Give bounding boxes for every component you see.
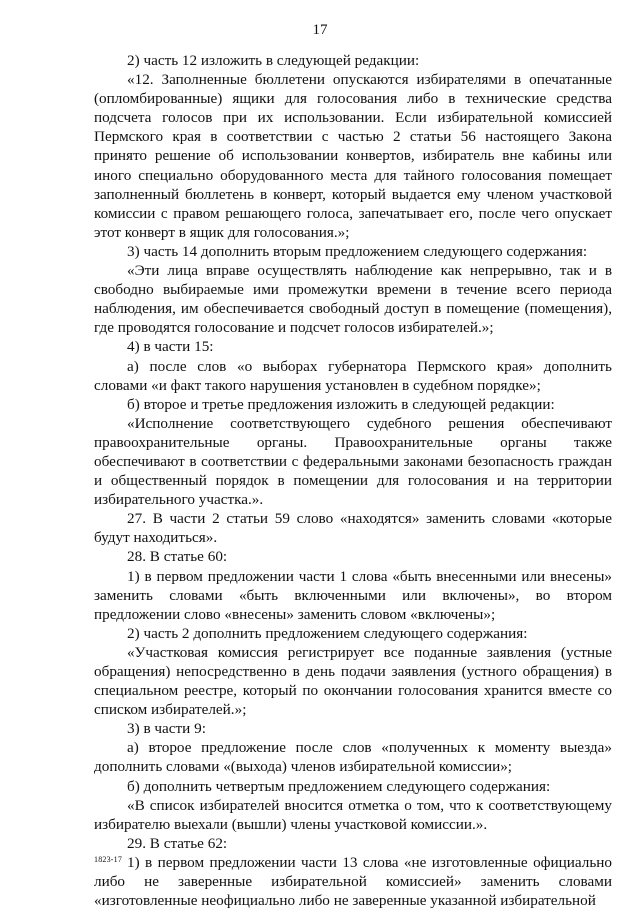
paragraph: 2) часть 2 дополнить предложением следующего содержания: (127, 624, 528, 642)
paragraph: 3) часть 14 дополнить вторым предложением следующего содержания: (127, 242, 588, 260)
paragraph: «Участковая комиссия регистрирует все поданные заявления (устные обращения) непосредственно в день подачи заявления (устного обращения) в специальном реестре, который по окончании голосования хранится вместе со списком избирателей.»; (94, 643, 612, 719)
paragraph: «12. Заполненные бюллетени опускаются избирателями в опечатанные (опломбированные) ящики для голосования либо в технические средства подсчета голосов при их использовании. Если избирательной комиссией Пермского края в соответствии с частью 2 статьи 56 настоящего Закона принято решение об использовании конвертов, избиратель вне кабины или иного специально оборудованного места для тайного голосования помещает заполненный бюллетень в конверт, который выдается ему членом участковой комиссии с правом решающего голоса, запечатывает его, после чего опускает этот конверт в ящик для голосования.»; (94, 71, 612, 241)
paragraph: 1) в первом предложении части 13 слова «не изготовленные официально либо не заверенные избирательной комиссией» заменить словами «изготовленные неофициально либо не заверенные указанной избирательной (94, 853, 612, 910)
document-code: 1823-17 (94, 855, 123, 864)
paragraph: б) дополнить четвертым предложением следующего содержания: (127, 777, 551, 795)
paragraph: б) второе и третье предложения изложить в следующей редакции: (127, 395, 555, 413)
paragraph: 1) в первом предложении части 1 слова «быть внесенными или внесены» заменить словами «быть включенными или включены», во втором предложении слово «внесены» заменить словом «включены»; (94, 567, 612, 623)
paragraph: «Исполнение соответствующего судебного решения обеспечивают правоохранительные органы. Правоохранительные органы также обеспечивают в соответствии с федеральными законами безопасность граждан и общественный порядок в помещении для голосования и на территории избирательного участка.». (94, 414, 612, 509)
paragraph: 28. В статье 60: (127, 548, 228, 566)
paragraph: 4) в части 15: (127, 338, 214, 356)
document-body (94, 51, 612, 910)
paragraph: 29. В статье 62: (127, 834, 228, 852)
paragraph: «Эти лица вправе осуществлять наблюдение как непрерывно, так и в свободно выбираемые ими промежутки времени в течение всего периода наблюдения, им обеспечивается свободный доступ в помещение (помещения), где проводятся голосование и подсчет голосов избирателей.»; (94, 262, 612, 337)
paragraph: а) второе предложение после слов «полученных к моменту выезда» дополнить словами «(выхода) членов избирательной комиссии»; (94, 739, 612, 776)
paragraph: а) после слов «о выборах губернатора Пермского края» дополнить словами «и факт такого нарушения установлен в судебном порядке»; (94, 357, 612, 394)
paragraph: 27. В части 2 статьи 59 слово «находятся» заменить словами «которые будут находиться». (94, 510, 612, 547)
paragraph: «В список избирателей вносится отметка о том, что к соответствующему избирателю выехали (вышли) члены участковой комиссии.». (94, 796, 612, 833)
page-number: 17 (312, 22, 328, 38)
paragraph: 3) в части 9: (127, 720, 206, 738)
paragraph: 2) часть 12 изложить в следующей редакции: (127, 52, 420, 69)
